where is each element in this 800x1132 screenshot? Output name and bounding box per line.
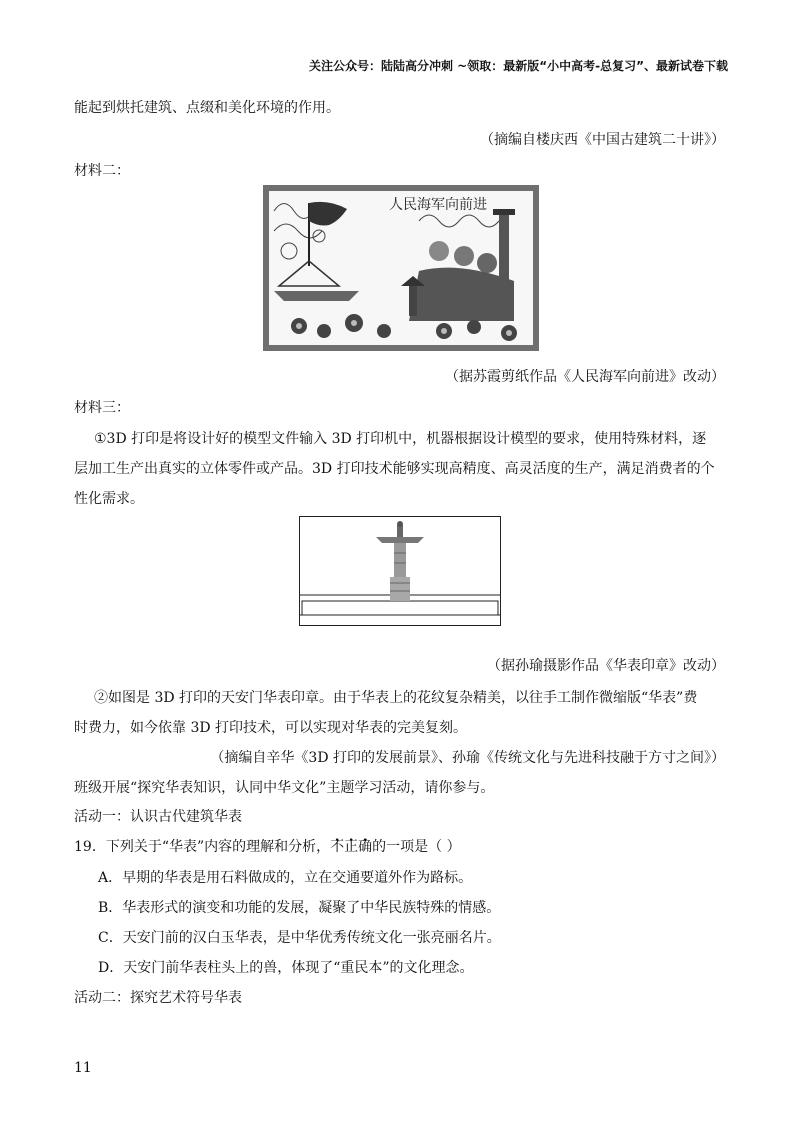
material3-para1-line1: ①3D 打印是将设计好的模型文件输入 3D 打印机中，机器根据设计模型的要求，使用特殊材料，逐 xyxy=(94,431,707,447)
option-c: C．天安门前的汉白玉华表，是中华优秀传统文化一张亮丽名片。 xyxy=(98,930,501,946)
material1-tail: 能起到烘托建筑、点缀和美化环境的作用。 xyxy=(74,100,340,116)
material3-para1-line3: 性化需求。 xyxy=(74,491,144,507)
material3-para2-line1: ②如图是 3D 打印的天安门华表印章。由于华表上的花纹复杂精美，以往手工制作微缩版“华表”费 xyxy=(94,690,698,706)
papercut-image xyxy=(263,185,539,351)
emphasis-char: 不 xyxy=(330,839,345,855)
question-suffix: 的一项是（ ） xyxy=(372,839,461,855)
material3-label: 材料三： xyxy=(74,400,130,416)
activity-intro: 班级开展“探究华表知识，认同中华文化”主题学习活动，请你参与。 xyxy=(74,780,495,796)
question-19-stem xyxy=(74,837,461,857)
huabiao-seal-image xyxy=(299,516,501,626)
page-number: 11 xyxy=(74,1060,92,1076)
emphasis-char: 确 xyxy=(358,839,373,855)
option-d: D．天安门前华表柱头上的兽，体现了“重民本”的文化理念。 xyxy=(98,960,474,976)
emphasis-char: 正 xyxy=(344,839,359,855)
material3-caption: （据孙瑜摄影作品《华表印章》改动） xyxy=(487,658,725,674)
papercut-illustration xyxy=(269,191,533,345)
material3-para2-line2: 时费力，如今依靠 3D 打印技术，可以实现对华表的完美复刻。 xyxy=(74,720,468,736)
material1-source: （摘编自楼庆西《中国古建筑二十讲》） xyxy=(480,132,725,148)
material3-para1-line2: 层加工生产出真实的立体零件或产品。3D 打印技术能够实现高精度、高灵活度的生产，满足消费者的个 xyxy=(74,461,715,477)
option-b: B．华表形式的演变和功能的发展，凝聚了中华民族特殊的情感。 xyxy=(98,900,501,916)
material2-caption: （据苏霞剪纸作品《人民海军向前进》改动） xyxy=(445,369,725,385)
huabiao-seal-illustration xyxy=(300,517,500,625)
question-prefix: 19．下列关于“华表”内容的理解和分析， xyxy=(74,839,331,855)
material3-source: （摘编自辛华《3D 打印的发展前景》、孙瑜《传统文化与先进科技融于方寸之间》） xyxy=(210,750,725,766)
activity1-heading: 活动一：认识古代建筑华表 xyxy=(74,809,242,825)
header-notice: 关注公众号：陆陆高分冲刺 ~领取：最新版“小中高考-总复习”、最新试卷下载 xyxy=(309,59,728,73)
option-a: A．早期的华表是用石料做成的，立在交通要道外作为路标。 xyxy=(98,870,473,886)
activity2-heading: 活动二：探究艺术符号华表 xyxy=(74,990,242,1006)
papercut-title: 人民海军向前进 xyxy=(389,197,487,213)
material2-label: 材料二： xyxy=(74,163,130,179)
